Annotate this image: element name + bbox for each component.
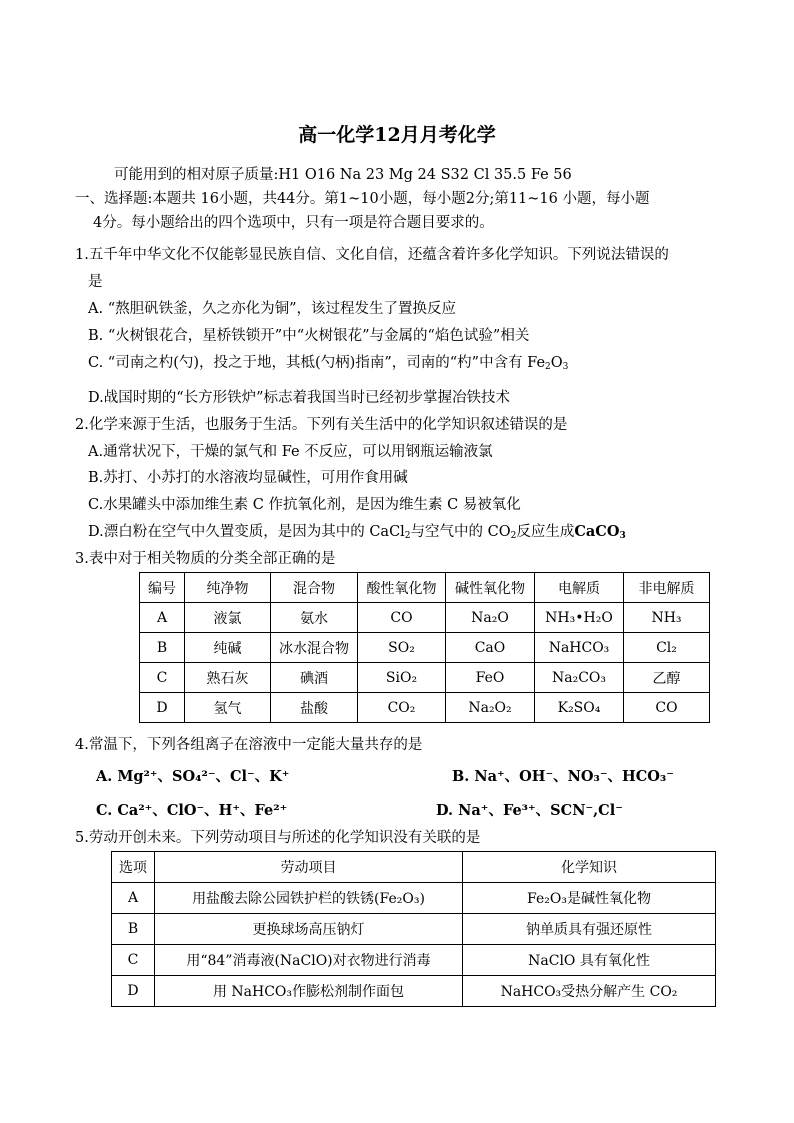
section-header-cont: 4分。每小题给出的四个选项中，只有一项是符合题目要求的。 — [93, 215, 494, 231]
q1-option-d: D.战国时期的“长方形铁炉”标志着我国当时已经初步掌握冶铁技术 — [88, 390, 511, 406]
q5-table — [111, 851, 716, 1007]
table-cell: C — [140, 663, 185, 693]
header-cell: 混合物 — [271, 573, 358, 603]
table-cell: CaO — [446, 633, 535, 663]
table-cell: NaHCO₃受热分解产生 CO₂ — [463, 976, 716, 1007]
q4-option-c: C. Ca²⁺、ClO⁻、H⁺、Fe²⁺ — [96, 802, 288, 819]
q4-stem: 4.常温下，下列各组离子在溶液中一定能大量共存的是 — [75, 737, 423, 753]
q2-stem: 2.化学来源于生活，也服务于生活。下列有关生活中的化学知识叙述错误的是 — [75, 417, 568, 433]
table-cell: Na₂O — [446, 603, 535, 633]
header-cell: 碱性氧化物 — [446, 573, 535, 603]
header-cell: 编号 — [140, 573, 185, 603]
table-cell: CO — [624, 693, 710, 723]
q3-stem: 3.表中对于相关物质的分类全部正确的是 — [75, 551, 336, 567]
q1-option-c: C. “司南之杓(勺)，投之于地，其柢(勺柄)指南”，司南的“杓”中含有 $Fe_2O_3$ — [88, 355, 569, 372]
q2-option-a: A.通常状况下，干燥的氯气和 Fe 不反应，可以用钢瓶运输液氯 — [88, 444, 493, 460]
table-row — [140, 663, 710, 693]
table-cell: SO₂ — [358, 633, 446, 663]
table-cell: D — [140, 693, 185, 723]
table-row — [112, 945, 716, 976]
table-cell: B — [112, 914, 155, 945]
header-cell: 劳动项目 — [155, 852, 463, 883]
table-row — [140, 693, 710, 723]
table-cell: 更换球场高压钠灯 — [155, 914, 463, 945]
q2-option-b: B.苏打、小苏打的水溶液均显碱性，可用作食用碱 — [88, 470, 408, 486]
table-cell: NaClO 具有氧化性 — [463, 945, 716, 976]
table-cell: NH₃•H₂O — [535, 603, 624, 633]
table-cell: 用盐酸去除公园铁护栏的铁锈(Fe₂O₃) — [155, 883, 463, 914]
table-cell: FeO — [446, 663, 535, 693]
page-title: 高一化学12月月考化学 — [298, 124, 496, 146]
table-cell: A — [112, 883, 155, 914]
table-cell: B — [140, 633, 185, 663]
table-row — [112, 976, 716, 1007]
table-cell: C — [112, 945, 155, 976]
table-cell: NaHCO₃ — [535, 633, 624, 663]
table-cell: SiO₂ — [358, 663, 446, 693]
table-cell: CO₂ — [358, 693, 446, 723]
q4-option-b: B. Na⁺、OH⁻、NO₃⁻、HCO₃⁻ — [452, 768, 674, 785]
q2-option-c: C.水果罐头中添加维生素 C 作抗氧化剂，是因为维生素 C 易被氧化 — [88, 497, 521, 513]
section-header: 一、选择题:本题共 16小题，共44分。第1~10小题，每小题2分;第11~16 小题，每小题 — [75, 191, 650, 207]
table-cell: 氨水 — [271, 603, 358, 633]
table-cell: 用“84”消毒液(NaClO)对衣物进行消毒 — [155, 945, 463, 976]
q3-table — [139, 572, 710, 723]
table-cell: 盐酸 — [271, 693, 358, 723]
table-cell: K₂SO₄ — [535, 693, 624, 723]
header-cell: 电解质 — [535, 573, 624, 603]
table-cell: 纯碱 — [185, 633, 271, 663]
table-row — [140, 603, 710, 633]
q4-option-a: A. Mg²⁺、SO₄²⁻、Cl⁻、K⁺ — [96, 768, 290, 785]
header-cell: 化学知识 — [463, 852, 716, 883]
q1-option-a: A. “熬胆矾铁釜，久之亦化为铜”，该过程发生了置换反应 — [88, 301, 457, 317]
table-cell: 乙醇 — [624, 663, 710, 693]
atomic-masses: 可能用到的相对原子质量:H1 O16 Na 23 Mg 24 S32 Cl 35.5 Fe 56 — [114, 167, 572, 183]
table-cell: 钠单质具有强还原性 — [463, 914, 716, 945]
table-row — [112, 883, 716, 914]
table-cell: 用 NaHCO₃作膨松剂制作面包 — [155, 976, 463, 1007]
table-cell: 碘酒 — [271, 663, 358, 693]
table-cell: Na₂O₂ — [446, 693, 535, 723]
table-cell: A — [140, 603, 185, 633]
table-cell: Fe₂O₃是碱性氧化物 — [463, 883, 716, 914]
table-row — [112, 914, 716, 945]
table-header-row — [140, 573, 710, 603]
table-cell: 氢气 — [185, 693, 271, 723]
table-cell: 熟石灰 — [185, 663, 271, 693]
table-row — [140, 633, 710, 663]
table-header-row — [112, 852, 716, 883]
q2-option-d: D.漂白粉在空气中久置变质，是因为其中的 CaCl$_2$与空气中的 $CO_2$反应生成CaCO$_3$ — [88, 523, 626, 541]
q1-stem: 1.五千年中华文化不仅能彰显民族自信、文化自信，还蕴含着许多化学知识。下列说法错误的 — [75, 247, 669, 263]
table-cell: 液氯 — [185, 603, 271, 633]
table-cell: CO — [358, 603, 446, 633]
q5-stem: 5.劳动开创未来。下列劳动项目与所述的化学知识没有关联的是 — [75, 830, 481, 846]
q1-stem-cont: 是 — [88, 274, 103, 290]
header-cell: 酸性氧化物 — [358, 573, 446, 603]
header-cell: 选项 — [112, 852, 155, 883]
table-cell: Na₂CO₃ — [535, 663, 624, 693]
q1-option-b: B. “火树银花合，星桥铁锁开”中“火树银花”与金属的“焰色试验”相关 — [88, 328, 530, 344]
table-cell: D — [112, 976, 155, 1007]
table-cell: Cl₂ — [624, 633, 710, 663]
header-cell: 非电解质 — [624, 573, 710, 603]
table-cell: 冰水混合物 — [271, 633, 358, 663]
q4-option-d: D. Na⁺、Fe³⁺、SCN⁻,Cl⁻ — [436, 802, 623, 819]
header-cell: 纯净物 — [185, 573, 271, 603]
table-cell: NH₃ — [624, 603, 710, 633]
